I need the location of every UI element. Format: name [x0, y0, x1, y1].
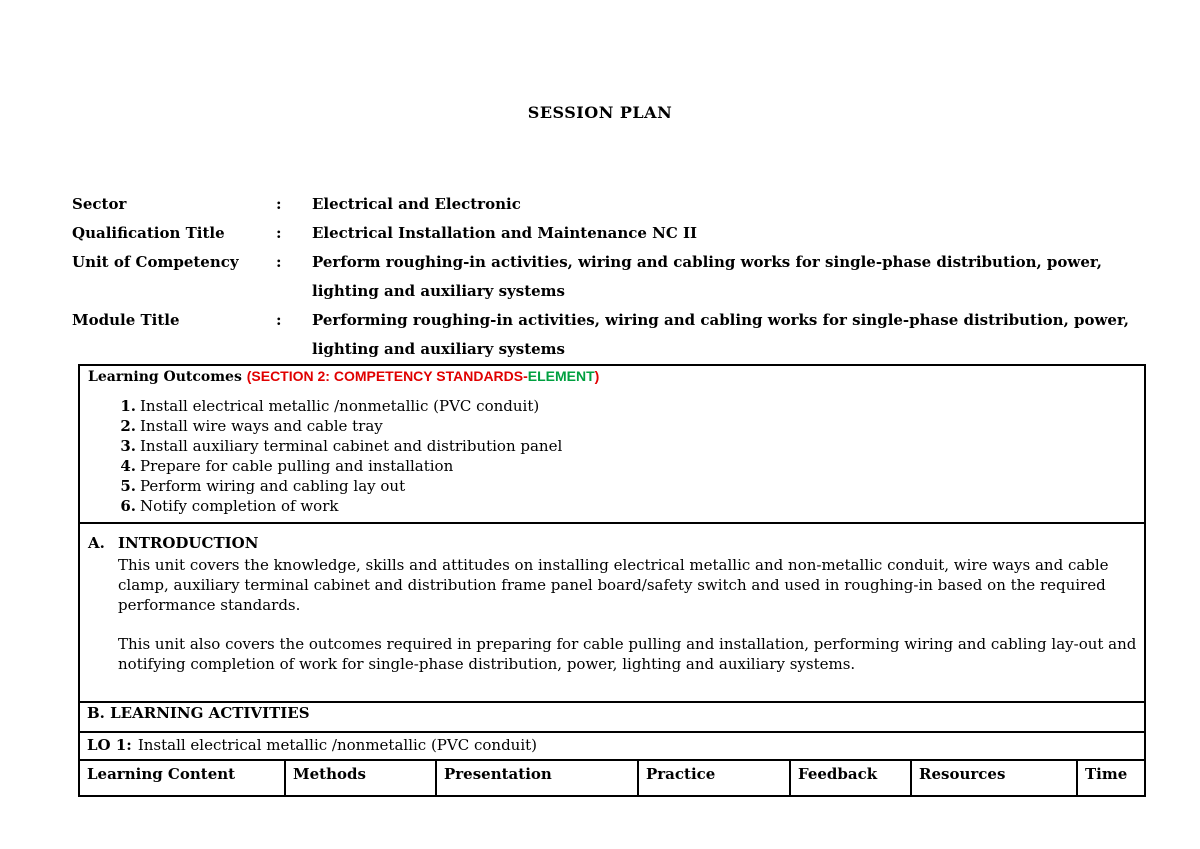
activities-table-header: [78, 759, 1146, 797]
sector-value: Electrical and Electronic: [312, 195, 521, 213]
unit-value: Perform roughing-in activities, wiring and cabling works for single-phase distribution, power, lighting and auxiliary systems: [312, 253, 1102, 300]
colon: :: [276, 253, 282, 271]
list-item-text: Prepare for cable pulling and installation: [140, 457, 454, 475]
list-item-text: Install electrical metallic /nonmetallic (PVC conduit): [140, 397, 540, 415]
introduction-heading: [88, 534, 258, 552]
list-item-number: 5.: [120, 477, 136, 495]
element-note: ELEMENT: [527, 368, 595, 384]
list-item-number: 3.: [120, 437, 136, 455]
learning-outcomes-box: [78, 364, 1146, 524]
qualification-value: Electrical Installation and Maintenance NC II: [312, 224, 698, 242]
learning-outcomes-list: [114, 396, 562, 516]
learning-outcomes-heading: [88, 368, 599, 385]
qualification-label: Qualification Title: [72, 224, 225, 242]
list-item-number: 4.: [120, 457, 136, 475]
column-header-methods: Methods: [286, 761, 437, 795]
module-row: [72, 306, 1152, 364]
introduction-title: INTRODUCTION: [118, 534, 259, 552]
sector-row: [72, 190, 1152, 219]
section-note: SECTION 2: COMPETENCY STANDARDS-: [251, 368, 528, 384]
introduction-letter: A.: [88, 534, 105, 552]
module-value: Performing roughing-in activities, wiring and cabling works for single-phase distribution, power, lighting and auxiliary systems: [312, 311, 1130, 358]
page-title: SESSION PLAN: [527, 103, 673, 122]
learning-activities-heading: B. LEARNING ACTIVITIES: [87, 704, 310, 722]
colon: :: [276, 224, 282, 242]
column-header-resources: Resources: [912, 761, 1078, 795]
list-item-text: Perform wiring and cabling lay out: [140, 477, 406, 495]
plan-info: [72, 190, 1152, 364]
list-item: [114, 476, 562, 496]
unit-row: [72, 248, 1152, 306]
list-item: [114, 396, 562, 416]
column-header-practice: Practice: [639, 761, 791, 795]
colon: :: [276, 311, 282, 329]
introduction-paragraph-2: This unit also covers the outcomes required in preparing for cable pulling and installation, performing wiring and cabling lay-out and notifying completion of work for single-phase distribution, power, lighting and auxiliary systems.: [118, 635, 1137, 673]
lo1-label: LO 1:: [87, 736, 132, 754]
section-note-open: (: [246, 368, 252, 384]
introduction-box: [78, 522, 1146, 703]
module-label: Module Title: [72, 311, 180, 329]
column-header-time: Time: [1085, 765, 1128, 783]
list-item-text: Install wire ways and cable tray: [140, 417, 383, 435]
column-header-feedback: Feedback: [791, 761, 912, 795]
qualification-row: [72, 219, 1152, 248]
lo1-line: [87, 736, 537, 754]
colon: :: [276, 195, 282, 213]
lo1-text: Install electrical metallic /nonmetallic (PVC conduit): [137, 736, 538, 754]
learning-outcomes-label: Learning Outcomes: [88, 369, 242, 385]
list-item: [114, 416, 562, 436]
list-item-number: 6.: [120, 497, 136, 515]
column-header-presentation: Presentation: [437, 761, 639, 795]
list-item-text: Notify completion of work: [140, 497, 339, 515]
sector-label: Sector: [72, 195, 127, 213]
unit-label: Unit of Competency: [72, 253, 239, 271]
column-header-learning-content: Learning Content: [80, 761, 286, 795]
lo1-row: [78, 731, 1146, 761]
section-note-close: ): [594, 368, 600, 384]
list-item: [114, 456, 562, 476]
list-item: [114, 436, 562, 456]
list-item-number: 2.: [120, 417, 136, 435]
list-item: [114, 496, 562, 516]
list-item-text: Install auxiliary terminal cabinet and distribution panel: [140, 437, 563, 455]
list-item-number: 1.: [120, 397, 136, 415]
introduction-paragraph-1: This unit covers the knowledge, skills and attitudes on installing electrical metallic and non-metallic conduit, wire ways and cable clamp, auxiliary terminal cabinet and distribution frame panel board/safety switch and used in roughing-in based on the required performance standards.: [118, 556, 1109, 614]
learning-activities-box: [78, 701, 1146, 733]
